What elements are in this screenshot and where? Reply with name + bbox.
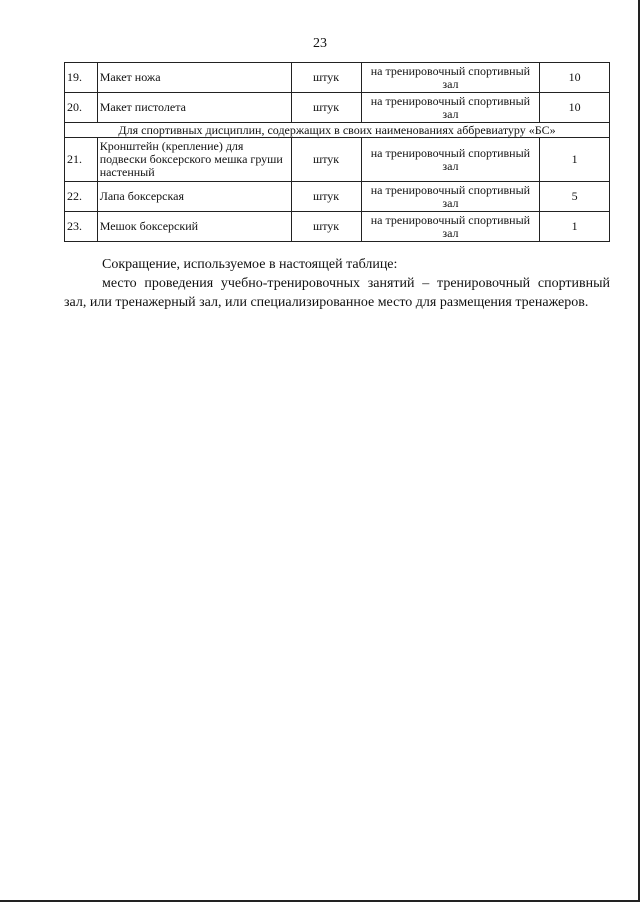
abbreviation-heading: Сокращение, используемое в настоящей таблице: [102, 257, 398, 272]
equipment-table [64, 62, 610, 242]
place-cell: на тренировочный спортивный зал [361, 138, 540, 182]
quantity-cell: 1 [540, 138, 610, 182]
table-row [65, 138, 610, 182]
section-title: Для спортивных дисциплин, содержащих в своих наименованиях аббревиатуру «БС» [65, 123, 610, 138]
quantity-cell: 1 [540, 212, 610, 242]
table-row [65, 63, 610, 93]
row-number: 23. [65, 212, 98, 242]
item-name: Лапа боксерская [97, 182, 291, 212]
place-cell: на тренировочный спортивный зал [361, 93, 540, 123]
item-name: Макет пистолета [97, 93, 291, 123]
quantity-cell: 5 [540, 182, 610, 212]
item-name: Макет ножа [97, 63, 291, 93]
place-cell: на тренировочный спортивный зал [361, 182, 540, 212]
table-row [65, 182, 610, 212]
abbreviation-text: место проведения учебно-тренировочных занятий – тренировочный спортивный зал, или тренажерный зал, или специализированное место для размещения тренажеров. [64, 276, 610, 310]
section-header-row [65, 123, 610, 138]
abbreviation-note [64, 255, 610, 312]
unit-cell: штук [291, 138, 361, 182]
row-number: 20. [65, 93, 98, 123]
quantity-cell: 10 [540, 63, 610, 93]
unit-cell: штук [291, 63, 361, 93]
row-number: 19. [65, 63, 98, 93]
page-number: 23 [313, 36, 327, 51]
table-row [65, 212, 610, 242]
row-number: 22. [65, 182, 98, 212]
place-cell: на тренировочный спортивный зал [361, 212, 540, 242]
unit-cell: штук [291, 182, 361, 212]
unit-cell: штук [291, 93, 361, 123]
unit-cell: штук [291, 212, 361, 242]
quantity-cell: 10 [540, 93, 610, 123]
place-cell: на тренировочный спортивный зал [361, 63, 540, 93]
row-number: 21. [65, 138, 98, 182]
item-name: Кронштейн (крепление) для подвески боксерского мешка груши настенный [97, 138, 291, 182]
item-name: Мешок боксерский [97, 212, 291, 242]
table-row [65, 93, 610, 123]
